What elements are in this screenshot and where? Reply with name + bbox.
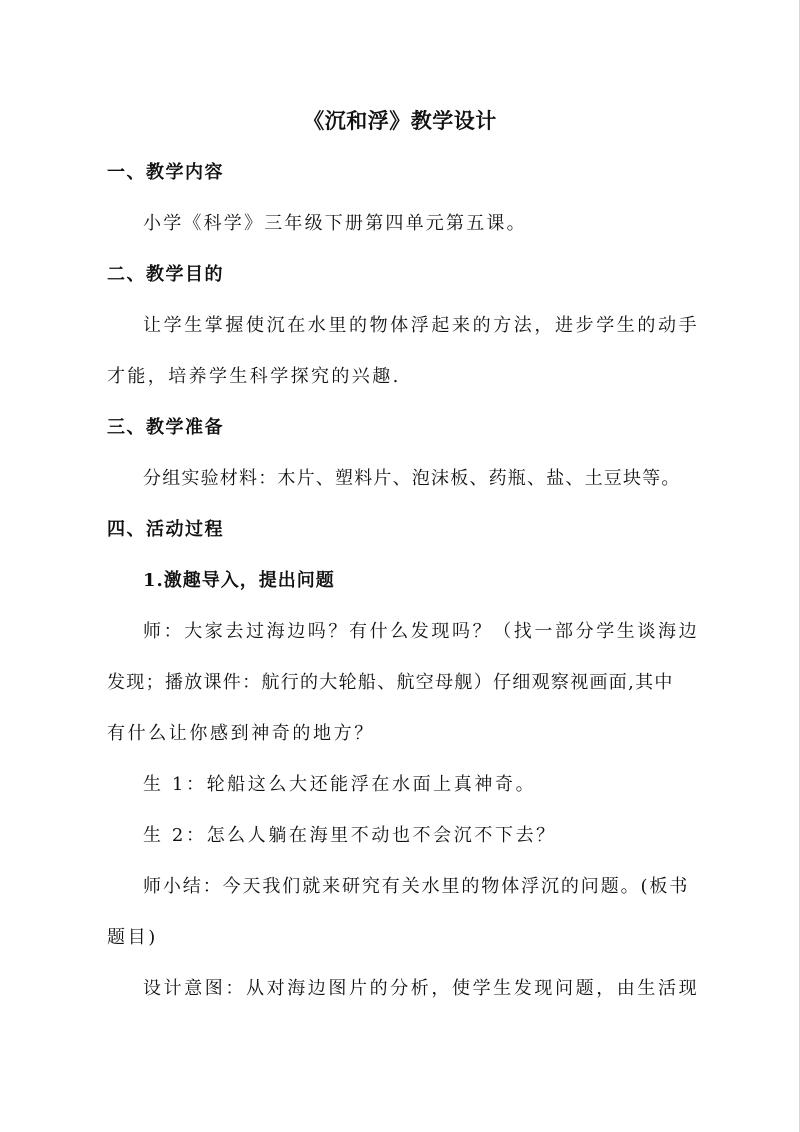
paragraph-line: 才能，培养学生科学探究的兴趣. — [107, 366, 401, 387]
paragraph-line: 让学生掌握使沉在水里的物体浮起来的方法，进步学生的动手 — [143, 315, 700, 336]
section-heading-preparation: 三、教学准备 — [107, 417, 224, 438]
paragraph-line: 发现；播放课件：航行的大轮船、航空母舰）仔细观察视画面,其中 — [107, 672, 674, 693]
paragraph-line: 生 1：轮船这么大还能浮在水面上真神奇。 — [143, 774, 537, 795]
section-heading-objectives: 二、教学目的 — [107, 264, 224, 285]
paragraph-line: 生 2：怎么人躺在海里不动也不会沉不下去？ — [143, 825, 557, 846]
paragraph-line: 有什么让你感到神奇的地方？ — [107, 723, 375, 744]
sub-heading-intro: 1.激趣导入，提出问题 — [143, 570, 335, 591]
paragraph-line: 分组实验材料：木片、塑料片、泡沫板、药瓶、盐、土豆块等。 — [143, 468, 681, 489]
paragraph-line: 题目) — [107, 927, 158, 948]
section-heading-content: 一、教学内容 — [107, 162, 224, 183]
paragraph-line: 师：大家去过海边吗？有什么发现吗？（找一部分学生谈海边 — [143, 621, 700, 642]
paragraph-line: 小学《科学》三年级下册第四单元第五课。 — [143, 213, 527, 234]
section-heading-process: 四、活动过程 — [107, 519, 224, 540]
paragraph-line: 设计意图：从对海边图片的分析，使学生发现问题，由生活现 — [143, 978, 700, 999]
paragraph-line: 师小结：今天我们就来研究有关水里的物体浮沉的问题。(板书 — [143, 876, 690, 897]
document-title: 《沉和浮》教学设计 — [303, 108, 497, 133]
